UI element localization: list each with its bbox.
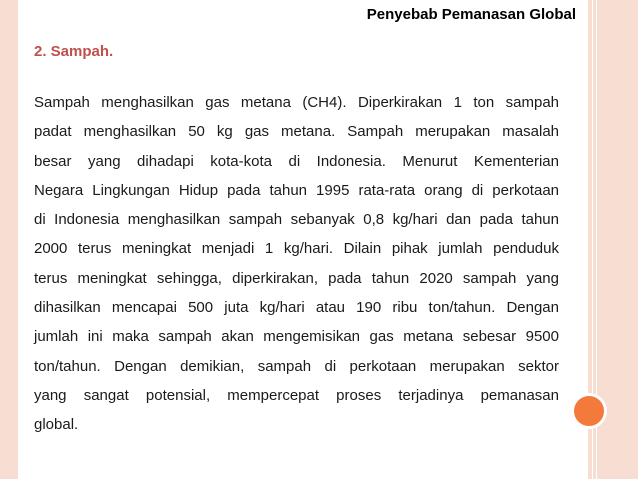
paragraph-line: padat menghasilkan 50 kg gas metana. Sampah merupakan masalah — [34, 123, 559, 141]
paragraph-line: 2000 terus meningkat menjadi 1 kg/hari. Dilain pihak jumlah penduduk — [34, 240, 559, 258]
paragraph-line: terus meningkat sehingga, diperkirakan, pada tahun 2020 sampah yang — [34, 269, 559, 287]
orange-circle-decoration — [571, 393, 607, 429]
section-heading: 2. Sampah. — [34, 43, 114, 60]
slide-title: Penyebab Pemanasan Global — [366, 6, 576, 23]
paragraph-line: di Indonesia menghasilkan sampah sebanyak 0,8 kg/hari dan pada tahun — [34, 211, 559, 229]
paragraph-line: Sampah menghasilkan gas metana (CH4). Diperkirakan 1 ton sampah — [34, 94, 559, 111]
body-paragraph — [34, 90, 559, 442]
paragraph-line: global. — [34, 416, 79, 434]
paragraph-line: jumlah ini maka sampah akan mengemisikan gas metana sebesar 9500 — [34, 328, 559, 346]
paragraph-line: dihasilkan mencapai 500 juta kg/hari atau 190 ribu ton/tahun. Dengan — [34, 299, 559, 317]
paragraph-line: Negara Lingkungan Hidup pada tahun 1995 rata-rata orang di perkotaan — [34, 181, 559, 199]
left-decorative-rail — [0, 0, 18, 479]
paragraph-line: besar yang dihadapi kota-kota di Indonesia. Menurut Kementerian — [34, 152, 559, 170]
paragraph-line: yang sangat potensial, mempercepat proses terjadinya pemanasan — [34, 386, 559, 404]
paragraph-line: ton/tahun. Dengan demikian, sampah di perkotaan merupakan sektor — [34, 357, 559, 375]
